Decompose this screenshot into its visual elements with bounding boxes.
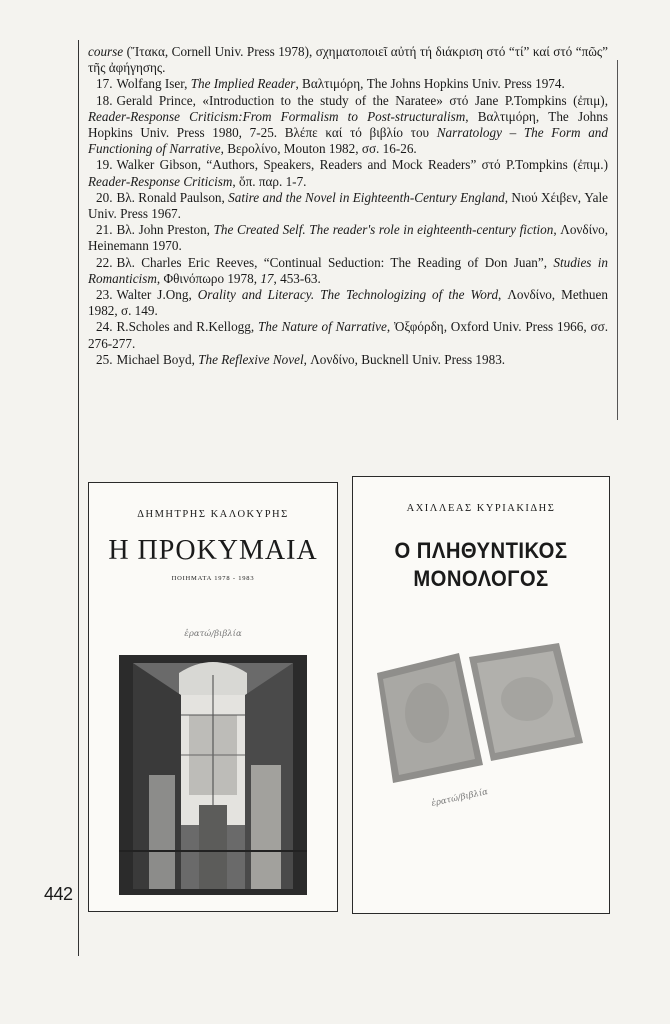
- cover-author: ΔΗΜΗΤΡΗΣ ΚΑΛΟΚΥΡΗΣ: [137, 509, 289, 520]
- footnote-text: Wolfang Iser,: [116, 76, 191, 92]
- footnote-number: 21.: [96, 222, 113, 238]
- footnote-number: 20.: [96, 189, 113, 205]
- footnote: [88, 255, 608, 287]
- footnote: [88, 76, 608, 92]
- footnote-number: 24.: [96, 319, 113, 335]
- book-cover-plithyntikos: [352, 476, 610, 914]
- footnote-text: Βλ. John Preston,: [116, 222, 214, 238]
- footnote: [88, 352, 608, 368]
- footnote-text: , Βερολίνο, Mouton 1982, σσ. 16-26.: [220, 141, 417, 157]
- footnote: [88, 190, 608, 222]
- footnote-number: 19.: [96, 157, 113, 173]
- footnote-text: Βλ. Ronald Paulson,: [116, 189, 229, 205]
- footnote-number: 18.: [96, 92, 113, 108]
- cover-title: Η ΠΡΟΚΥΜΑΙΑ: [108, 535, 318, 566]
- footnote-text: , Νιού Χέιβεν, Yale Univ. Press 1967.: [88, 189, 608, 222]
- cover-title: [363, 537, 599, 593]
- footnote-text: , Βαλτιμόρη, The Johns Hopkins Univ. Press 1980, 7-25. Βλέπε καί τό βιβλίο του: [88, 108, 608, 141]
- footnote-italic-text: Narratology – The Form and Functioning of Narrative: [88, 125, 608, 157]
- footnote-number: 23.: [96, 287, 113, 303]
- footnote-number: 22.: [96, 254, 113, 270]
- left-margin-rule: [78, 40, 79, 955]
- footnote-text: Βλ. Charles Eric Reeves, “Continual Seduction: The Reading of Don Juan”,: [116, 254, 554, 270]
- footnote-italic-text: 17: [260, 270, 274, 286]
- footnote-italic-text: The Nature of Narrative: [257, 319, 387, 335]
- footnote-text: , Λονδίνο, Methuen 1982, σ. 149.: [88, 287, 608, 319]
- footnote-text: Walter J.Ong,: [116, 287, 198, 303]
- cover-title-line-1: Ο ΠΛΗΘΥΝΤΙΚΟΣ: [394, 538, 568, 563]
- footnote-italic-text: Satire and the Novel in Eighteenth-Century England: [228, 189, 505, 205]
- lower-margin-rule: [78, 910, 79, 956]
- footnote: [88, 287, 608, 319]
- footnote: [88, 93, 608, 158]
- footnote-text: , Λονδίνο, Heinemann 1970.: [88, 222, 608, 254]
- footnote-italic-text: The Reflexive Novel: [198, 351, 304, 367]
- footnote-text: R.Scholes and R.Kellogg,: [116, 319, 258, 335]
- footnote-text: , ὅπ. παρ. 1-7.: [232, 173, 307, 189]
- footnotes-block: [88, 44, 608, 368]
- right-margin-rule: [617, 60, 618, 420]
- footnote-italic-text: course: [88, 44, 124, 59]
- footnote-text: , Βαλτιμόρη, The Johns Hopkins Univ. Press 1974.: [295, 76, 565, 92]
- footnote-italic-text: Reader-Response Criticism: [88, 173, 233, 189]
- footnote-text: Gerald Prince, «Introduction to the study of the Naratee» στό Jane P.Tompkins (ἐπιμ),: [116, 92, 608, 108]
- cover-subtitle: ΠΟΙΗΜΑΤΑ 1978 - 1983: [171, 575, 255, 582]
- page-number: 442: [44, 884, 73, 904]
- footnote-number: 17.: [96, 76, 113, 92]
- footnote-number: 25.: [96, 351, 113, 367]
- harbour-gate-illustration: [119, 655, 307, 895]
- publisher-mark: ἐρατώ/βιβλία: [430, 787, 489, 809]
- footnote-text: Walker Gibson, “Authors, Speakers, Readers and Mock Readers” στό P.Tompkins (ἐπιμ.): [116, 157, 608, 173]
- footnote: [88, 222, 608, 254]
- footnote-text: (Ἴτακα, Cornell Univ. Press 1978), σχηματοποιεῖ αὐτή τή διάκριση στό “τί” καί στό “πῶς” τῆς ἀφήγησης.: [88, 44, 608, 76]
- cover-title-line-2: ΜΟΝΟΛΟΓΟΣ: [413, 566, 549, 591]
- footnote-italic-text: The Implied Reader: [190, 76, 296, 92]
- footnote-text: , Ὀξφόρδη, Oxford Univ. Press 1966, σσ. 276-277.: [88, 319, 608, 351]
- footnote-italic-text: Reader-Response Criticism:From Formalism to Post-structuralism: [88, 108, 466, 124]
- footnote: [88, 44, 608, 76]
- abstract-wash-illustration: [377, 643, 583, 783]
- publisher-mark: ἐρατώ/βιβλία: [184, 629, 242, 639]
- footnote-text: , 453-63.: [273, 270, 321, 286]
- footnote: [88, 157, 608, 189]
- footnote-text: , Λονδίνο, Bucknell Univ. Press 1983.: [303, 351, 506, 367]
- cover-author: ΑΧΙΛΛΕΑΣ ΚΥΡΙΑΚΙΔΗΣ: [406, 503, 556, 514]
- footnote-italic-text: Orality and Literacy. The Technologizing of the Word: [197, 287, 499, 303]
- footnote-italic-text: The Created Self. The reader's role in eighteenth-century fiction: [213, 222, 554, 238]
- footnote-text: , Φθινόπωρο 1978,: [156, 270, 261, 286]
- footnote: [88, 319, 608, 351]
- book-cover-prokymaia: [88, 482, 338, 912]
- footnote-italic-text: Studies in Romanticism: [88, 254, 608, 286]
- footnote-text: Michael Boyd,: [116, 351, 199, 367]
